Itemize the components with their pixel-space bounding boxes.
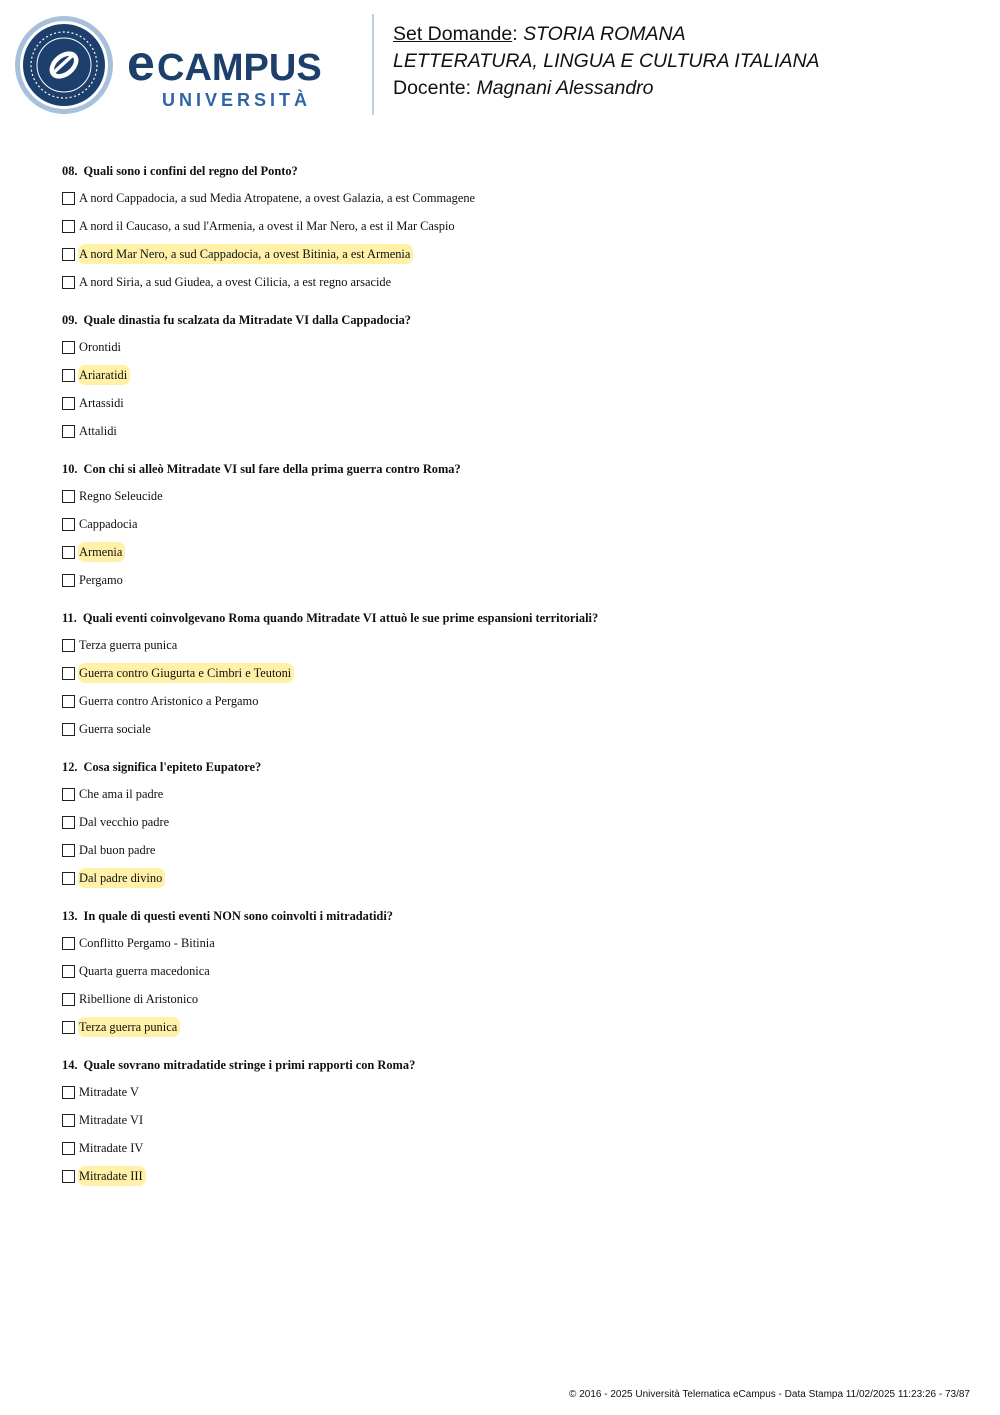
question-text: Quali sono i confini del regno del Ponto?	[83, 164, 298, 178]
answer-label-highlighted: A nord Mar Nero, a sud Cappadocia, a ovest Bitinia, a est Armenia	[78, 244, 413, 264]
answer-checkbox[interactable]	[62, 639, 75, 652]
question-block	[62, 607, 962, 743]
answer-checkbox[interactable]	[62, 546, 75, 559]
question-title	[62, 309, 962, 331]
question-block	[62, 905, 962, 1041]
answer-label-highlighted: Armenia	[78, 542, 125, 562]
answer-option[interactable]	[62, 268, 962, 296]
answer-label-highlighted: Guerra contro Giugurta e Cimbri e Teutoni	[78, 663, 294, 683]
question-title	[62, 1054, 962, 1076]
answer-label: Dal buon padre	[79, 843, 156, 857]
question-number: 14.	[62, 1058, 78, 1072]
answer-checkbox[interactable]	[62, 872, 75, 885]
ecampus-logo	[14, 14, 359, 118]
answer-option[interactable]	[62, 957, 962, 985]
answer-checkbox[interactable]	[62, 695, 75, 708]
answer-checkbox[interactable]	[62, 844, 75, 857]
answer-checkbox[interactable]	[62, 1021, 75, 1034]
answer-option[interactable]	[62, 929, 962, 957]
docente-line	[393, 75, 820, 102]
answer-label: Artassidi	[79, 396, 124, 410]
answer-checkbox[interactable]	[62, 192, 75, 205]
answer-checkbox[interactable]	[62, 1114, 75, 1127]
question-number: 12.	[62, 760, 78, 774]
answer-label: Mitradate IV	[79, 1141, 144, 1155]
question-text: In quale di questi eventi NON sono coinvolti i mitradatidi?	[83, 909, 393, 923]
set-colon: :	[512, 23, 524, 45]
question-title	[62, 905, 962, 927]
answer-option[interactable]	[62, 687, 962, 715]
answer-option[interactable]	[62, 631, 962, 659]
question-list	[62, 160, 962, 1203]
answer-checkbox[interactable]	[62, 518, 75, 531]
question-title	[62, 607, 962, 629]
answer-checkbox[interactable]	[62, 723, 75, 736]
answer-option[interactable]	[62, 659, 962, 687]
question-text: Con chi si alleò Mitradate VI sul fare della prima guerra contro Roma?	[83, 462, 461, 476]
answer-option[interactable]	[62, 389, 962, 417]
answer-option[interactable]	[62, 566, 962, 594]
answer-label: Dal vecchio padre	[79, 815, 170, 829]
question-number: 09.	[62, 313, 78, 327]
answer-label: Orontidi	[79, 340, 121, 354]
answer-label: Mitradate V	[79, 1085, 139, 1099]
answer-label: Terza guerra punica	[79, 638, 178, 652]
answer-option[interactable]	[62, 808, 962, 836]
answer-checkbox[interactable]	[62, 667, 75, 680]
answer-label: A nord Siria, a sud Giudea, a ovest Cilicia, a est regno arsacide	[79, 275, 392, 289]
answer-checkbox[interactable]	[62, 1170, 75, 1183]
page-footer: © 2016 - 2025 Università Telematica eCampus - Data Stampa 11/02/2025 11:23:26 - 73/87	[569, 1389, 970, 1400]
answer-option[interactable]	[62, 1134, 962, 1162]
answer-checkbox[interactable]	[62, 369, 75, 382]
answer-checkbox[interactable]	[62, 574, 75, 587]
question-number: 10.	[62, 462, 78, 476]
question-title	[62, 458, 962, 480]
answer-checkbox[interactable]	[62, 425, 75, 438]
answer-label-highlighted: Dal padre divino	[78, 868, 165, 888]
question-block	[62, 756, 962, 892]
set-line	[393, 21, 820, 48]
course-title: LETTERATURA, LINGUA E CULTURA ITALIANA	[393, 50, 820, 72]
answer-checkbox[interactable]	[62, 248, 75, 261]
logo-subtitle: UNIVERSITÀ	[162, 90, 312, 110]
answer-label-highlighted: Terza guerra punica	[78, 1017, 180, 1037]
answer-label: Che ama il padre	[79, 787, 164, 801]
answer-checkbox[interactable]	[62, 816, 75, 829]
answer-option[interactable]	[62, 780, 962, 808]
question-block	[62, 309, 962, 445]
answer-checkbox[interactable]	[62, 937, 75, 950]
answer-checkbox[interactable]	[62, 1086, 75, 1099]
docente-name: Magnani Alessandro	[476, 77, 654, 99]
answer-option[interactable]	[62, 538, 962, 566]
answer-option[interactable]	[62, 836, 962, 864]
set-title: STORIA ROMANA	[523, 23, 686, 45]
answer-label: Mitradate VI	[79, 1113, 144, 1127]
answer-checkbox[interactable]	[62, 341, 75, 354]
header-info	[393, 21, 820, 102]
answer-option[interactable]	[62, 1078, 962, 1106]
answer-checkbox[interactable]	[62, 788, 75, 801]
answer-label-highlighted: Mitradate III	[78, 1166, 146, 1186]
question-number: 11.	[62, 611, 77, 625]
answer-option[interactable]	[62, 985, 962, 1013]
question-block	[62, 160, 962, 296]
answer-checkbox[interactable]	[62, 276, 75, 289]
answer-label: Regno Seleucide	[79, 489, 163, 503]
question-text: Quale dinastia fu scalzata da Mitradate VI dalla Cappadocia?	[83, 313, 411, 327]
answer-checkbox[interactable]	[62, 965, 75, 978]
question-number: 13.	[62, 909, 78, 923]
answer-checkbox[interactable]	[62, 490, 75, 503]
answer-option[interactable]	[62, 184, 962, 212]
question-text: Quali eventi coinvolgevano Roma quando Mitradate VI attuò le sue prime espansioni territoriali?	[82, 611, 599, 625]
question-block	[62, 458, 962, 594]
answer-label: Cappadocia	[79, 517, 138, 531]
answer-option[interactable]	[62, 1106, 962, 1134]
answer-option[interactable]	[62, 1013, 962, 1041]
answer-label-highlighted: Ariaratidi	[78, 365, 130, 385]
answer-option[interactable]	[62, 240, 962, 268]
answer-label: A nord Cappadocia, a sud Media Atropatene, a ovest Galazia, a est Commagene	[79, 191, 476, 205]
answer-option[interactable]	[62, 361, 962, 389]
set-label: Set Domande	[393, 23, 513, 45]
question-title	[62, 160, 962, 182]
answer-label: Attalidi	[79, 424, 117, 438]
answer-option[interactable]	[62, 510, 962, 538]
answer-checkbox[interactable]	[62, 220, 75, 233]
header-divider	[372, 14, 374, 115]
docente-label: Docente:	[393, 77, 477, 99]
answer-label: Guerra sociale	[79, 722, 151, 736]
question-number: 08.	[62, 164, 78, 178]
question-title	[62, 756, 962, 778]
logo-brand-name: CAMPUS	[157, 47, 322, 89]
answer-checkbox[interactable]	[62, 1142, 75, 1155]
answer-option[interactable]	[62, 212, 962, 240]
question-text: Cosa significa l'epiteto Eupatore?	[83, 760, 262, 774]
logo-brand-e: e	[127, 35, 155, 91]
page-header	[0, 0, 1000, 130]
answer-label: Ribellione di Aristonico	[79, 992, 199, 1006]
answer-option[interactable]	[62, 715, 962, 743]
answer-option[interactable]	[62, 333, 962, 361]
answer-label: A nord il Caucaso, a sud l'Armenia, a ovest il Mar Nero, a est il Mar Caspio	[79, 219, 455, 233]
answer-checkbox[interactable]	[62, 397, 75, 410]
answer-label: Quarta guerra macedonica	[79, 964, 210, 978]
answer-label: Guerra contro Aristonico a Pergamo	[79, 694, 259, 708]
answer-option[interactable]	[62, 864, 962, 892]
answer-option[interactable]	[62, 1162, 962, 1190]
answer-label: Conflitto Pergamo - Bitinia	[79, 936, 215, 950]
question-block	[62, 1054, 962, 1190]
answer-label: Pergamo	[79, 573, 123, 587]
answer-option[interactable]	[62, 482, 962, 510]
question-text: Quale sovrano mitradatide stringe i primi rapporti con Roma?	[83, 1058, 416, 1072]
answer-checkbox[interactable]	[62, 993, 75, 1006]
answer-option[interactable]	[62, 417, 962, 445]
